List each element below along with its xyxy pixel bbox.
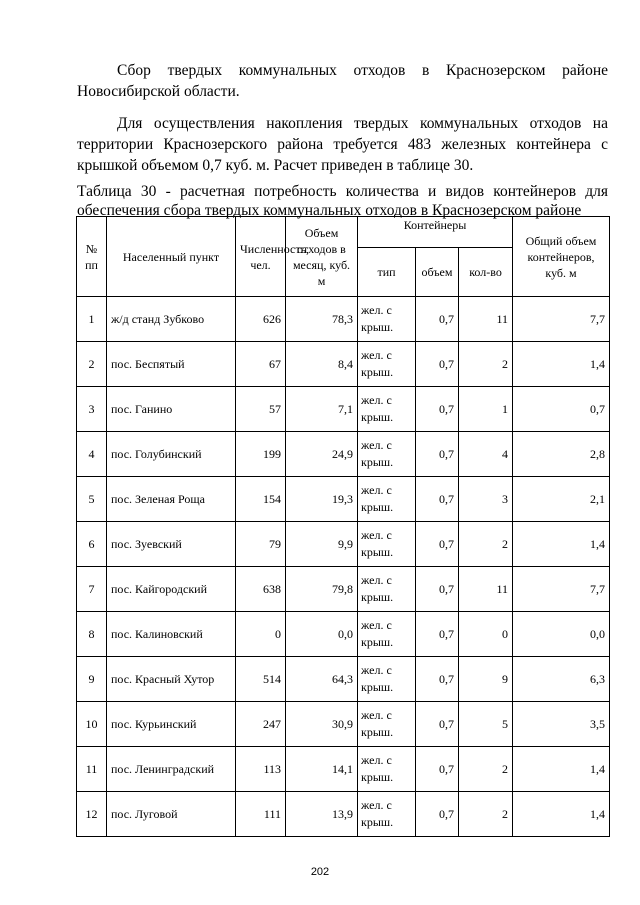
row-num-cell: 4 — [77, 432, 107, 477]
row-locality-cell: пос. Кайгородский — [107, 567, 236, 612]
body-paragraph: Для осуществления накопления твердых коммунальных отходов на территории Краснозерского района требуется 483 железных контейнера с крышкой объемом 0,7 куб. м. Расчет приведен в таблице 30. — [77, 115, 608, 174]
table-row — [77, 702, 610, 747]
row-volume-cell: 0,7 — [416, 567, 459, 612]
table-row — [77, 567, 610, 612]
row-population-cell: 79 — [236, 522, 286, 567]
row-population-cell: 199 — [236, 432, 286, 477]
header-type: тип — [358, 248, 416, 297]
row-count-cell: 9 — [459, 657, 513, 702]
row-type-cell: жел. с крыш. — [358, 522, 416, 567]
row-population-cell: 0 — [236, 612, 286, 657]
row-type-cell: жел. с крыш. — [358, 387, 416, 432]
row-count-cell: 5 — [459, 702, 513, 747]
row-count-cell: 2 — [459, 792, 513, 837]
row-population-cell: 247 — [236, 702, 286, 747]
page-number: 202 — [310, 866, 330, 878]
table-body — [77, 297, 610, 837]
row-count-cell: 1 — [459, 387, 513, 432]
section-heading-paragraph: Сбор твердых коммунальных отходов в Краснозерском районе Новосибирской области. — [77, 62, 608, 100]
row-volume-month-cell: 19,3 — [286, 477, 358, 522]
row-locality-cell: пос. Ленинградский — [107, 747, 236, 792]
row-type-cell: жел. с крыш. — [358, 342, 416, 387]
row-count-cell: 2 — [459, 342, 513, 387]
row-locality-cell: ж/д станд Зубково — [107, 297, 236, 342]
table-row — [77, 432, 610, 477]
row-volume-month-cell: 8,4 — [286, 342, 358, 387]
row-locality-cell: пос. Калиновский — [107, 612, 236, 657]
table-row — [77, 342, 610, 387]
row-count-cell: 4 — [459, 432, 513, 477]
row-volume-cell: 0,7 — [416, 612, 459, 657]
row-num-cell: 6 — [77, 522, 107, 567]
row-type-cell: жел. с крыш. — [358, 792, 416, 837]
row-count-cell: 11 — [459, 297, 513, 342]
row-total-cell: 6,3 — [513, 657, 610, 702]
row-total-cell: 2,1 — [513, 477, 610, 522]
row-num-cell: 1 — [77, 297, 107, 342]
row-locality-cell: пос. Луговой — [107, 792, 236, 837]
row-locality-cell: пос. Красный Хутор — [107, 657, 236, 702]
row-locality-cell: пос. Ганино — [107, 387, 236, 432]
row-volume-cell: 0,7 — [416, 792, 459, 837]
row-total-cell: 3,5 — [513, 702, 610, 747]
row-total-cell: 1,4 — [513, 792, 610, 837]
row-type-cell: жел. с крыш. — [358, 747, 416, 792]
row-volume-month-cell: 7,1 — [286, 387, 358, 432]
row-volume-month-cell: 79,8 — [286, 567, 358, 612]
row-total-cell: 1,4 — [513, 342, 610, 387]
header-locality: Населенный пункт — [107, 217, 236, 297]
table-row — [77, 657, 610, 702]
row-num-cell: 9 — [77, 657, 107, 702]
row-count-cell: 11 — [459, 567, 513, 612]
row-count-cell: 2 — [459, 522, 513, 567]
row-volume-month-cell: 9,9 — [286, 522, 358, 567]
row-volume-cell: 0,7 — [416, 657, 459, 702]
row-volume-month-cell: 24,9 — [286, 432, 358, 477]
row-count-cell: 3 — [459, 477, 513, 522]
row-num-cell: 3 — [77, 387, 107, 432]
row-volume-cell: 0,7 — [416, 342, 459, 387]
row-population-cell: 57 — [236, 387, 286, 432]
row-type-cell: жел. с крыш. — [358, 567, 416, 612]
row-population-cell: 67 — [236, 342, 286, 387]
row-num-cell: 11 — [77, 747, 107, 792]
row-total-cell: 1,4 — [513, 522, 610, 567]
row-volume-month-cell: 0,0 — [286, 612, 358, 657]
row-population-cell: 111 — [236, 792, 286, 837]
table-row — [77, 387, 610, 432]
containers-table — [76, 216, 610, 837]
row-population-cell: 626 — [236, 297, 286, 342]
row-type-cell: жел. с крыш. — [358, 657, 416, 702]
row-locality-cell: пос. Курьинский — [107, 702, 236, 747]
row-num-cell: 10 — [77, 702, 107, 747]
table-caption: Таблица 30 - расчетная потребность количества и видов контейнеров для обеспечения сбора твердых коммунальных отходов в Краснозерском районе — [77, 183, 608, 219]
header-num: № пп — [77, 217, 107, 297]
row-type-cell: жел. с крыш. — [358, 612, 416, 657]
header-volume: объем — [416, 248, 459, 297]
table-row — [77, 612, 610, 657]
row-population-cell: 514 — [236, 657, 286, 702]
row-type-cell: жел. с крыш. — [358, 432, 416, 477]
row-volume-month-cell: 13,9 — [286, 792, 358, 837]
row-volume-month-cell: 64,3 — [286, 657, 358, 702]
row-type-cell: жел. с крыш. — [358, 297, 416, 342]
row-volume-month-cell: 14,1 — [286, 747, 358, 792]
row-volume-month-cell: 78,3 — [286, 297, 358, 342]
row-num-cell: 7 — [77, 567, 107, 612]
row-num-cell: 5 — [77, 477, 107, 522]
row-locality-cell: пос. Голубинский — [107, 432, 236, 477]
row-total-cell: 1,4 — [513, 747, 610, 792]
header-population: Численность, чел. — [236, 217, 286, 297]
table-row — [77, 297, 610, 342]
header-count: кол-во — [459, 248, 513, 297]
row-volume-cell: 0,7 — [416, 747, 459, 792]
row-volume-cell: 0,7 — [416, 702, 459, 747]
header-total-volume: Общий объем контейнеров, куб. м — [513, 217, 610, 297]
row-type-cell: жел. с крыш. — [358, 477, 416, 522]
table-row — [77, 747, 610, 792]
row-total-cell: 0,0 — [513, 612, 610, 657]
row-total-cell: 2,8 — [513, 432, 610, 477]
row-volume-month-cell: 30,9 — [286, 702, 358, 747]
row-total-cell: 0,7 — [513, 387, 610, 432]
table-row — [77, 522, 610, 567]
row-volume-cell: 0,7 — [416, 297, 459, 342]
header-containers: Контейнеры — [358, 217, 513, 248]
row-num-cell: 2 — [77, 342, 107, 387]
row-volume-cell: 0,7 — [416, 522, 459, 567]
row-population-cell: 113 — [236, 747, 286, 792]
row-num-cell: 8 — [77, 612, 107, 657]
table-row — [77, 792, 610, 837]
row-volume-cell: 0,7 — [416, 387, 459, 432]
row-type-cell: жел. с крыш. — [358, 702, 416, 747]
row-total-cell: 7,7 — [513, 567, 610, 612]
row-total-cell: 7,7 — [513, 297, 610, 342]
table-row — [77, 477, 610, 522]
row-population-cell: 154 — [236, 477, 286, 522]
row-locality-cell: пос. Беспятый — [107, 342, 236, 387]
row-count-cell: 2 — [459, 747, 513, 792]
row-count-cell: 0 — [459, 612, 513, 657]
row-locality-cell: пос. Зуевский — [107, 522, 236, 567]
row-locality-cell: пос. Зеленая Роща — [107, 477, 236, 522]
row-volume-cell: 0,7 — [416, 477, 459, 522]
row-volume-cell: 0,7 — [416, 432, 459, 477]
row-num-cell: 12 — [77, 792, 107, 837]
row-population-cell: 638 — [236, 567, 286, 612]
header-volume-month: Объем отходов в месяц, куб. м — [286, 217, 358, 297]
